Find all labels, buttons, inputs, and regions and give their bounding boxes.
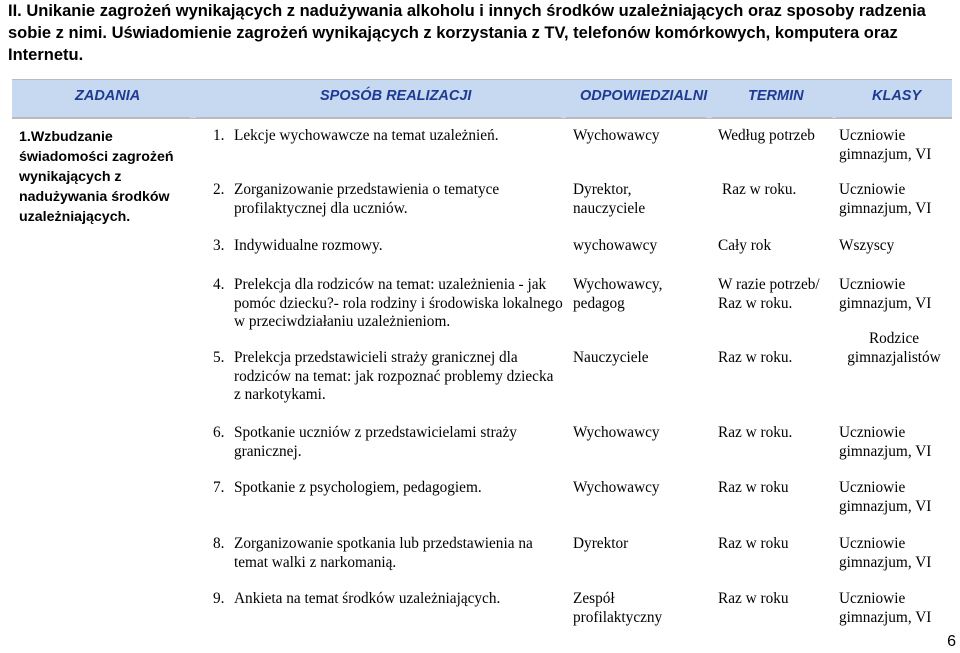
column-divider [196,117,561,118]
row-odpowiedzialni: Wychowawcy [573,479,660,496]
row-klasy: Uczniowie gimnazjum, VI [839,479,932,515]
row-sposob: Ankieta na temat środków uzależniających. [234,590,501,607]
row-klasy: Uczniowie gimnazjum, VI [839,276,932,312]
row-odpowiedzialni: Zespół profilaktyczny [573,590,663,626]
row-number: 6. [213,424,225,441]
row-number: 3. [213,237,225,254]
row-klasy: Uczniowie gimnazjum, VI [839,424,932,460]
row-termin: Cały rok [718,237,772,254]
row-termin: Raz w roku [718,535,789,552]
row-termin: Raz w roku. [722,181,797,198]
row-sposob: Lekcje wychowawcze na temat uzależnień. [234,127,499,144]
row-number: 2. [213,181,225,198]
row-number: 4. [213,276,225,293]
row-number: 1. [213,127,225,144]
row-klasy: Uczniowie gimnazjum, VI [839,127,932,163]
header-zadania: ZADANIA [75,88,141,104]
row-number: 5. [213,349,225,366]
row-number: 9. [213,590,225,607]
row-termin: Raz w roku. [718,349,793,366]
row-sposob: Zorganizowanie przedstawienia o tematyce profilaktycznej dla uczniów. [234,181,500,217]
row-klasy: Uczniowie gimnazjum, VI [839,590,932,626]
header-termin: TERMIN [748,88,804,104]
column-divider [836,117,952,118]
row-number: 7. [213,479,225,496]
row-sposob: Prelekcja dla rodziców na temat: uzależnienia - jak pomóc dziecku?- rola rodziny i środowiska lokalnego w przeciwdziałaniu uzależnieniom. [234,276,563,330]
row-odpowiedzialni: wychowawcy [573,237,658,254]
column-divider [566,117,706,118]
section-heading: II. Unikanie zagrożeń wynikających z nadużywania alkoholu i innych środków uzależniających oraz sposoby radzenia sobie z nimi. Uświadomienie zagrożeń wynikających z korzystania z TV, telefonów komórkowych, komputera oraz Internetu. [8,2,926,64]
row-sposob: Spotkanie uczniów z przedstawicielami straży granicznej. [234,424,517,460]
row-odpowiedzialni: Wychowawcy [573,424,660,441]
row-sposob: Spotkanie z psychologiem, pedagogiem. [234,479,482,496]
row-klasy: Uczniowie gimnazjum, VI [839,535,932,571]
row-termin: Raz w roku [718,590,789,607]
header-klasy: KLASY [872,88,922,104]
row-termin: W razie potrzeb/ Raz w roku. [718,276,820,312]
row-sposob: Zorganizowanie spotkania lub przedstawienia na temat walki z narkomanią. [234,535,533,571]
row-termin: Według potrzeb [718,127,815,144]
column-divider [712,117,832,118]
row-odpowiedzialni: Wychowawcy, pedagog [573,276,663,312]
task-goal: 1.Wzbudzanie świadomości zagrożeń wynikających z nadużywania środków uzależniających. [19,129,174,225]
row-klasy: Wszyscy [839,237,895,254]
row-odpowiedzialni: Dyrektor, nauczyciele [573,181,646,217]
header-sposob: SPOSÓB REALIZACJI [320,88,472,104]
table-header-bar [12,79,952,119]
row-klasy: Rodzice gimnazjalistów [847,330,941,366]
column-divider [12,117,190,118]
header-odpowiedzialni: ODPOWIEDZIALNI [580,88,708,104]
row-number: 8. [213,535,225,552]
row-odpowiedzialni: Nauczyciele [573,349,649,366]
row-sposob: Indywidualne rozmowy. [234,237,383,254]
row-termin: Raz w roku [718,479,789,496]
row-termin: Raz w roku. [718,424,793,441]
row-odpowiedzialni: Dyrektor [573,535,629,552]
row-odpowiedzialni: Wychowawcy [573,127,660,144]
row-klasy: Uczniowie gimnazjum, VI [839,181,932,217]
page-number: 6 [947,633,956,650]
row-sposob: Prelekcja przedstawicieli straży granicznej dla rodziców na temat: jak rozpoznać problemy dziecka z narkotykami. [234,349,554,403]
